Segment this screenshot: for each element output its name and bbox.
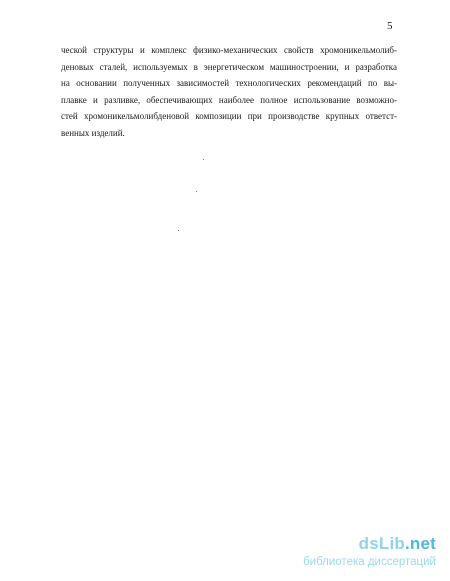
text-line-6: венных изделий.	[61, 127, 125, 138]
text-line-2: деновых сталей, используемых в энергетическом машиностроении, и разработка	[61, 61, 397, 72]
text-line-3: на основании полученных зависимостей технологических рекомендаций по вы-	[61, 78, 397, 88]
watermark	[303, 534, 436, 569]
scan-speck	[196, 191, 197, 192]
body-paragraph	[61, 42, 397, 141]
scan-speck	[178, 230, 179, 231]
page-number: 5	[387, 20, 393, 32]
text-line-4: плавке и разливке, обеспечивающих наиболее полное использование возможно-	[61, 94, 397, 105]
watermark-tagline: библиотека диссертаций	[303, 556, 436, 568]
watermark-logo	[303, 534, 436, 554]
watermark-logo-suffix: .net	[404, 534, 436, 553]
text-line-1: ческой структуры и комплекс физико-механических свойств хромоникельмолиб-	[61, 45, 397, 55]
scan-speck	[203, 159, 204, 160]
watermark-logo-main: dsLib	[358, 534, 405, 553]
text-line-5: стей хромоникельмолибденовой композиции при производстве крупных ответст-	[61, 111, 397, 121]
